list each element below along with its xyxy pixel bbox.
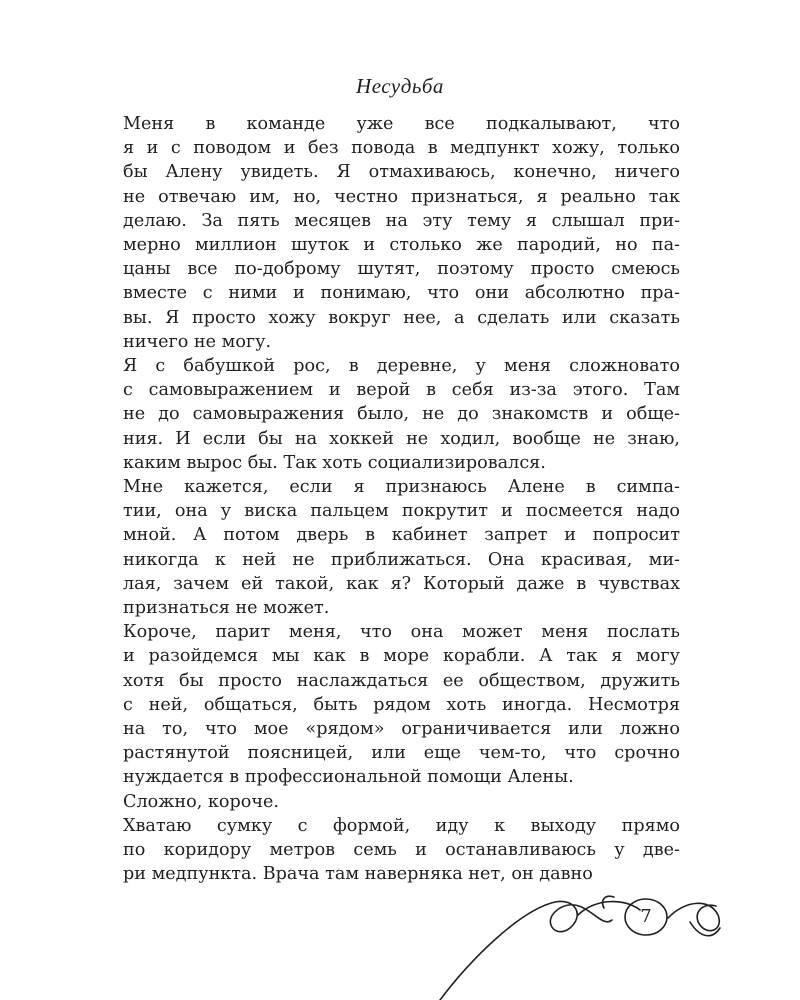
text-line: вместе с ними и понимаю, что они абсолютно пра-: [123, 283, 680, 304]
text-line: и разойдемся мы как в море корабли. А так я могу: [123, 646, 680, 667]
text-line: Меня в команде уже все подкалывают, что: [123, 114, 680, 134]
text-line: на то, что мое «рядом» ограничивается или ложно: [123, 719, 680, 740]
text-line: лая, зачем ей такой, как я? Который даже в чувствах: [123, 573, 680, 594]
text-line: с самовыражением и верой в себя из-за этого. Там: [123, 380, 680, 401]
paragraph: [91, 620, 680, 789]
text-line: мерно миллион шуток и столько же пародий, но па-: [123, 235, 680, 256]
text-line: я и с поводом и без повода в медпункт хожу, только: [123, 138, 680, 159]
text-line: Мне кажется, если я признаюсь Алене в симпа-: [123, 477, 680, 498]
paragraph: [91, 790, 680, 814]
text-line: цаны все по-доброму шутят, поэтому просто смеюсь: [123, 259, 680, 280]
text-line: Сложно, короче.: [123, 791, 279, 812]
paragraph: [91, 112, 680, 354]
text-line: каким вырос бы. Так хоть социализировался.: [123, 452, 546, 473]
text-line: с ней, общаться, быть рядом хоть иногда. Несмотря: [123, 694, 680, 715]
text-line: бы Алену увидеть. Я отмахиваюсь, конечно, ничего: [123, 162, 680, 183]
text-line: не до самовыражения было, не до знакомств и обще-: [123, 404, 680, 425]
swirl-ornament-icon: [0, 870, 800, 1000]
text-line: тии, она у виска пальцем покрутит и посмеется надо: [123, 501, 680, 522]
running-head: Несудьба: [356, 74, 444, 98]
paragraph: [91, 354, 680, 475]
text-line: не отвечаю им, но, честно признаться, я реально так: [123, 186, 680, 207]
text-line: хотя бы просто наслаждаться ее обществом, дружить: [123, 670, 680, 691]
text-line: Хватаю сумку с формой, иду к выходу прямо: [123, 815, 680, 836]
text-line: растянутой поясницей, или еще чем-то, что срочно: [123, 743, 680, 764]
text-body: [91, 112, 680, 887]
text-line: признаться не может.: [123, 598, 330, 619]
text-line: ри медпункта. Врача там наверняка нет, он давно: [123, 864, 593, 885]
text-line: Короче, парит меня, что она может меня послать: [123, 622, 680, 643]
page-number: 7: [640, 906, 652, 927]
text-line: мной. А потом дверь в кабинет запрет и попросит: [123, 525, 680, 546]
text-line: по коридору метров семь и останавливаюсь у две-: [123, 840, 680, 861]
text-line: никогда к ней не приближаться. Она красивая, ми-: [123, 549, 680, 570]
text-line: ния. И если бы на хоккей не ходил, вообще не знаю,: [123, 428, 680, 449]
text-line: Я с бабушкой рос, в деревне, у меня сложновато: [123, 356, 680, 377]
text-line: делаю. За пять месяцев на эту тему я слышал при-: [123, 210, 680, 231]
text-line: вы. Я просто хожу вокруг нее, а сделать или сказать: [123, 307, 680, 328]
text-line: нуждается в профессиональной помощи Алены.: [123, 767, 574, 788]
paragraph: [91, 475, 680, 620]
text-line: ничего не могу.: [123, 331, 272, 352]
